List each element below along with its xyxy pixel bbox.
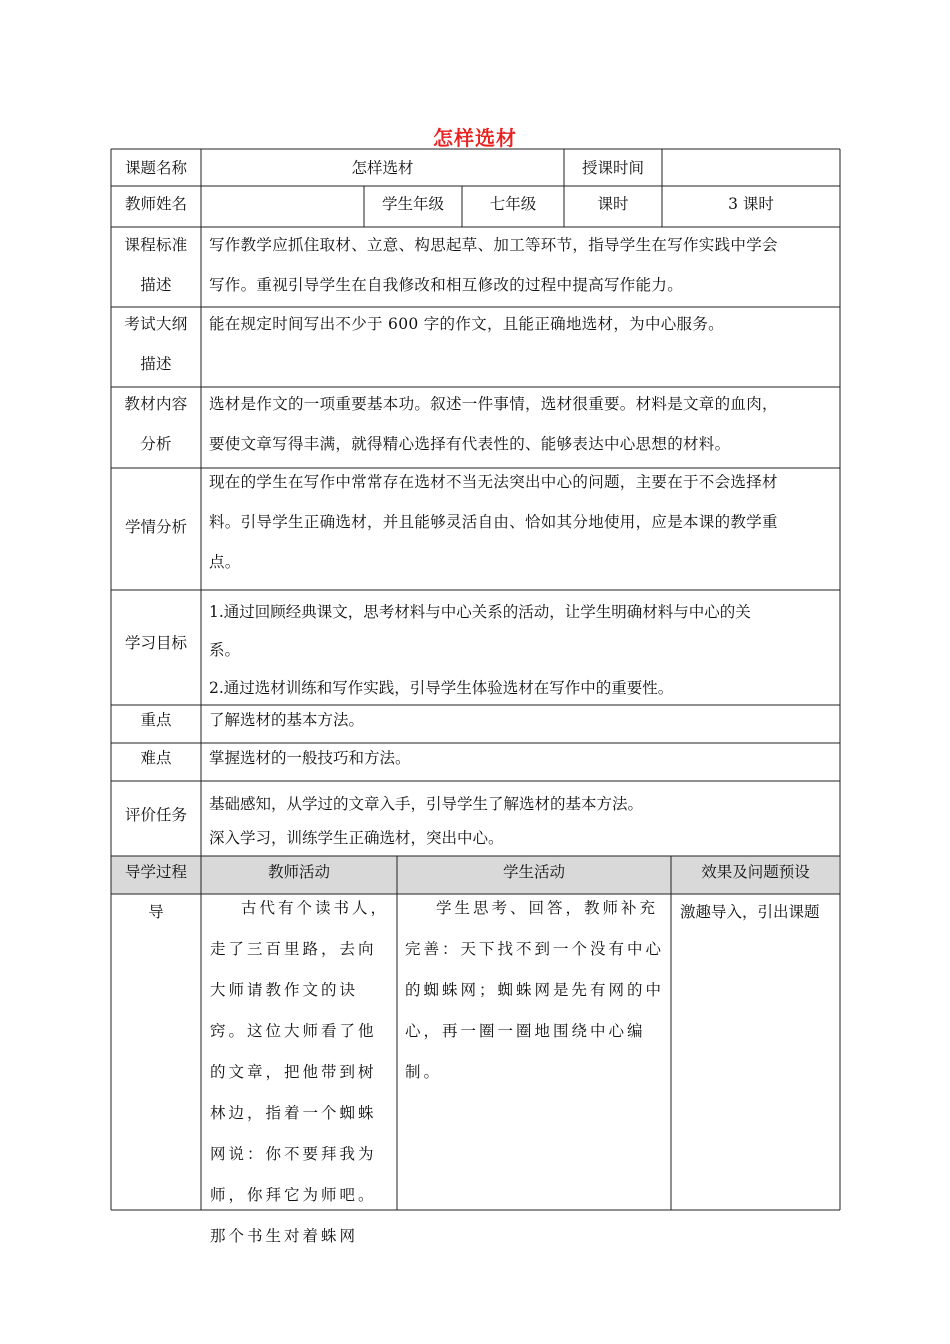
course-name-value: 怎样选材 <box>351 159 414 177</box>
grade-value: 七年级 <box>489 195 537 213</box>
exam-label-line-1: 考试大纲 <box>124 315 188 333</box>
learner-line-3: 点。 <box>209 553 241 571</box>
process-header: 导学过程 <box>124 863 187 881</box>
exam-label <box>111 304 201 384</box>
standard-label-line-1: 课程标准 <box>124 236 188 254</box>
standard-line-2: 写作。重视引导学生在自我修改和相互修改的过程中提高写作能力。 <box>209 276 684 294</box>
exam-line-1: 能在规定时间写出不少于 600 字的作文，且能正确地选材，为中心服务。 <box>209 315 724 333</box>
exam-label-line-2: 描述 <box>140 355 172 373</box>
teacher-activity-text: 古代有个读书人，走了三百里路，去向大师请教作文的诀窍。这位大师看了他的文章，把他带到树林边，指着一个蜘蛛网说：你不要拜我为师，你拜它为师吧。那个书生对着蛛网 <box>210 899 390 1245</box>
page-title: 怎样选材 <box>433 126 517 150</box>
material-text <box>209 384 839 464</box>
material-line-1: 选材是作文的一项重要基本功。叙述一件事情，选材很重要。材料是文章的血肉， <box>209 395 778 413</box>
student-activity-header: 学生活动 <box>502 863 565 881</box>
standard-line-1: 写作教学应抓住取材、立意、构思起草、加工等环节，指导学生在写作实践中学会 <box>209 236 778 254</box>
material-line-2: 要使文章写得丰满，就得精心选择有代表性的、能够表达中心思想的材料。 <box>209 435 731 453</box>
grade-label: 学生年级 <box>381 195 444 213</box>
course-name-label: 课题名称 <box>124 159 187 177</box>
eval-text <box>209 787 839 855</box>
learner-line-2: 料。引导学生正确选材，并且能够灵活自由、恰如其分地使用，应是本课的教学重 <box>209 513 778 531</box>
effect-text: 激趣导入，引出课题 <box>680 903 820 921</box>
exam-text <box>209 304 839 344</box>
standard-label <box>111 225 201 305</box>
goal-line-2: 系。 <box>209 641 241 659</box>
material-label-line-1: 教材内容 <box>124 395 188 413</box>
hours-label: 课时 <box>597 195 629 213</box>
goal-text <box>209 593 839 707</box>
student-activity-text: 学生思考、回答，教师补充完善：天下找不到一个没有中心的蜘蛛网；蜘蛛网是先有网的中心，再一圈一圈地围绕中心编制。 <box>405 899 665 1081</box>
eval-line-2: 深入学习，训练学生正确选材，突出中心。 <box>209 829 504 847</box>
learner-text <box>209 462 839 582</box>
process-step: 导 <box>148 903 164 921</box>
standard-label-line-2: 描述 <box>140 276 172 294</box>
difficult-value: 掌握选材的一般技巧和方法。 <box>209 749 411 767</box>
teacher-label: 教师姓名 <box>124 195 187 213</box>
learner-label: 学情分析 <box>124 518 187 536</box>
teacher-activity-header: 教师活动 <box>267 863 330 881</box>
goal-label: 学习目标 <box>124 634 187 652</box>
teach-time-label: 授课时间 <box>581 159 644 177</box>
eval-label: 评价任务 <box>124 806 187 824</box>
material-label <box>111 384 201 464</box>
goal-line-1: 1.通过回顾经典课文，思考材料与中心关系的活动，让学生明确材料与中心的关 <box>209 603 751 621</box>
key-value: 了解选材的基本方法。 <box>209 711 365 729</box>
learner-line-1: 现在的学生在写作中常常存在选材不当无法突出中心的问题，主要在于不会选择材 <box>209 473 778 491</box>
material-label-line-2: 分析 <box>140 435 172 453</box>
key-label: 重点 <box>140 711 172 729</box>
eval-line-1: 基础感知，从学过的文章入手，引导学生了解选材的基本方法。 <box>209 795 644 813</box>
hours-value: 3 课时 <box>728 195 774 213</box>
difficult-label: 难点 <box>140 749 172 767</box>
goal-line-3: 2.通过选材训练和写作实践，引导学生体验选材在写作中的重要性。 <box>209 679 674 697</box>
effect-header: 效果及问题预设 <box>701 863 810 881</box>
standard-text <box>209 225 839 305</box>
